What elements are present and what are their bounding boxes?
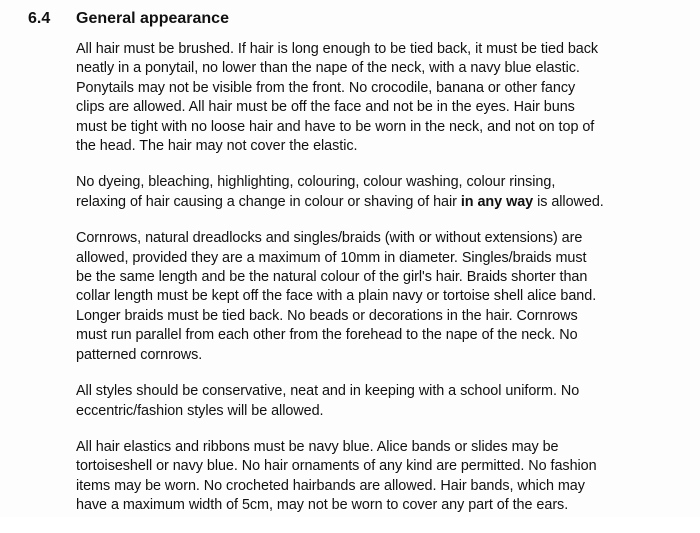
text-line: items may be worn. No crocheted hairbands are allowed. Hair bands, which may	[76, 477, 585, 494]
section-body	[76, 40, 682, 533]
text-line: Cornrows, natural dreadlocks and singles/braids (with or without extensions) are	[76, 230, 583, 247]
text-line: allowed, provided they are a maximum of 10mm in diameter. Singles/braids must	[76, 249, 587, 266]
text-line: patterned cornrows.	[76, 346, 203, 363]
text-line: Longer braids must be tied back. No beads or decorations in the hair. Cornrows	[76, 307, 578, 324]
paragraph-cornrows	[76, 229, 682, 365]
text-segment: relaxing of hair causing a change in colour or shaving of hair	[76, 193, 461, 210]
text-line: tortoiseshell or navy blue. No hair ornaments of any kind are permitted. No fashion	[76, 458, 597, 475]
section-heading	[28, 9, 229, 29]
paragraph-hair-elastics	[76, 438, 682, 516]
paragraph-hair-brushed	[76, 40, 682, 156]
text-line: Ponytails may not be visible from the front. No crocodile, banana or other fancy	[76, 79, 576, 96]
text-line: All hair must be brushed. If hair is long enough to be tied back, it must be tied back	[76, 41, 599, 57]
text-line: the head. The hair may not cover the elastic.	[76, 138, 358, 155]
text-line: No dyeing, bleaching, highlighting, colouring, colour washing, colour rinsing,	[76, 174, 556, 191]
paragraph-conservative-styles	[76, 382, 682, 421]
text-line: must be tight with no loose hair and have to be worn in the neck, and not on top of	[76, 118, 595, 135]
text-line	[76, 193, 682, 212]
text-line: must run parallel from each other from the forehead to the nape of the neck. No	[76, 327, 578, 344]
text-line: All styles should be conservative, neat and in keeping with a school uniform. No	[76, 383, 580, 400]
emphasis-in-any-way: in any way	[460, 193, 534, 210]
text-line: All hair elastics and ribbons must be navy blue. Alice bands or slides may be	[76, 438, 559, 455]
text-line: collar length must be kept off the face with a plain navy or tortoise shell alice band.	[76, 288, 597, 305]
text-line: clips are allowed. All hair must be off the face and not be in the eyes. Hair buns	[76, 99, 575, 116]
text-line: be the same length and be the natural colour of the girl's hair. Braids shorter than	[76, 269, 588, 286]
text-segment: is allowed.	[533, 193, 604, 210]
section-title: General appearance	[76, 10, 229, 27]
section-number: 6.4	[28, 10, 51, 27]
text-line: have a maximum width of 5cm, may not be worn to cover any part of the ears.	[76, 497, 569, 514]
paragraph-no-dyeing	[76, 173, 682, 212]
text-line: eccentric/fashion styles will be allowed.	[76, 402, 324, 419]
text-line: neatly in a ponytail, no lower than the nape of the neck, with a navy blue elastic.	[76, 60, 580, 77]
